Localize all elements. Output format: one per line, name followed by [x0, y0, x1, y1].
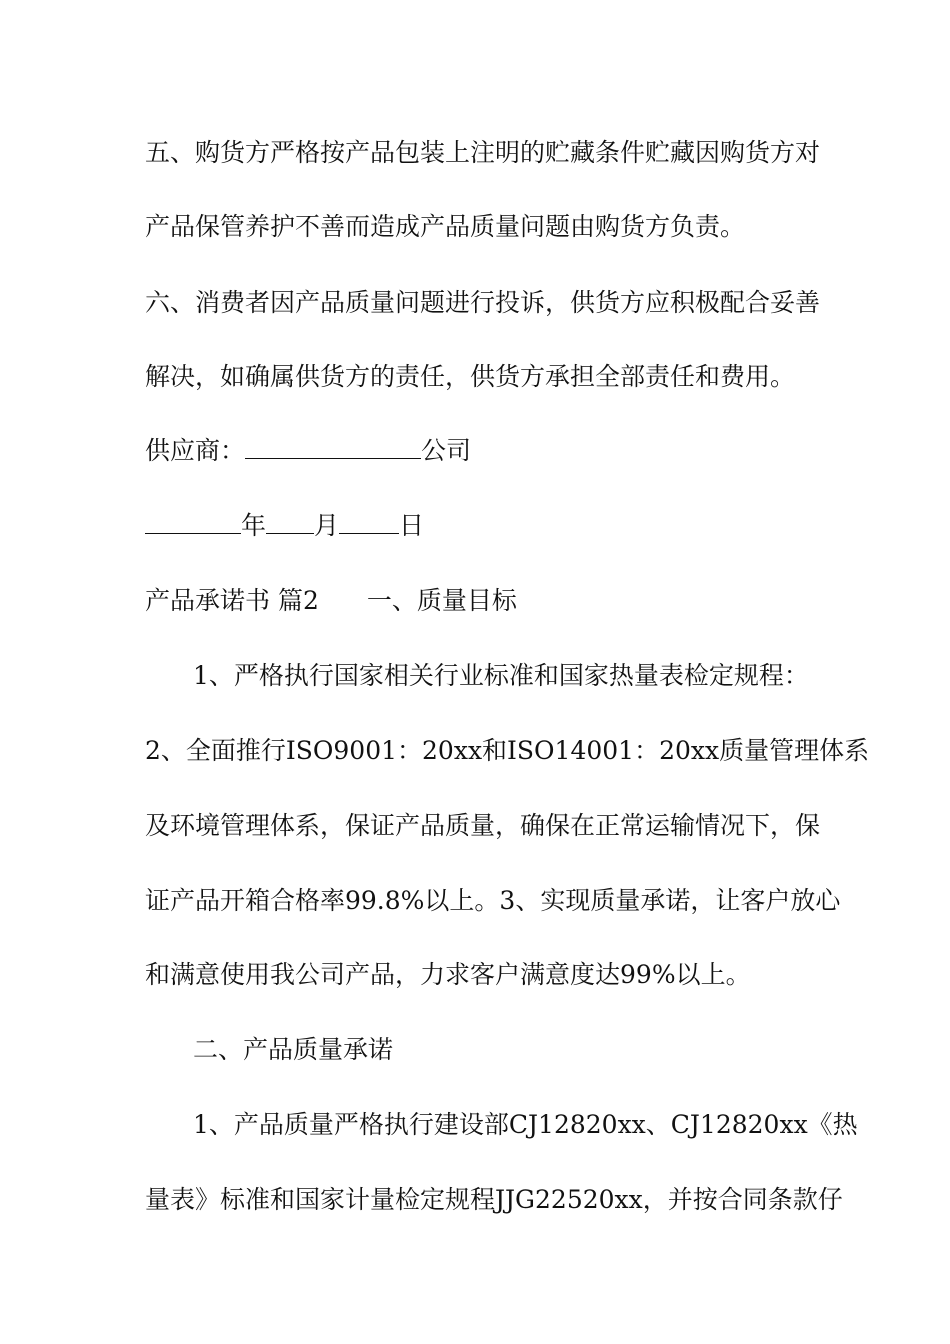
paragraph-line: 证产品开箱合格率99.8%以上。3、实现质量承诺，让客户放心	[145, 886, 841, 915]
date-line	[145, 511, 424, 541]
month-label: 月	[314, 511, 340, 540]
section-subtitle: 一、质量目标	[366, 586, 517, 615]
paragraph-line: 五、购货方严格按产品包装上注明的贮藏条件贮藏因购货方对	[145, 138, 821, 167]
paragraph-line: 和满意使用我公司产品，力求客户满意度达99%以上。	[145, 960, 751, 989]
section-title: 产品承诺书 篇2	[145, 586, 319, 615]
paragraph-line: 六、消费者因产品质量问题进行投诉，供货方应积极配合妥善	[145, 288, 821, 317]
paragraph-line: 1、产品质量严格执行建设部CJ12820xx、CJ12820xx《热	[193, 1110, 858, 1139]
day-blank	[339, 511, 399, 534]
paragraph-line: 及环境管理体系，保证产品质量，确保在正常运输情况下，保	[145, 811, 821, 840]
month-blank	[266, 511, 314, 534]
paragraph-line: 1、严格执行国家相关行业标准和国家热量表检定规程：	[193, 661, 809, 690]
supplier-suffix: 公司	[421, 436, 472, 465]
subheading-line: 二、产品质量承诺	[193, 1035, 394, 1064]
supplier-blank	[245, 436, 421, 459]
supplier-line	[145, 436, 471, 466]
paragraph-line: 解决，如确属供货方的责任，供货方承担全部责任和费用。	[145, 362, 796, 391]
paragraph-line: 2、全面推行ISO9001：20xx和ISO14001：20xx质量管理体系	[145, 736, 870, 765]
paragraph-line: 产品保管养护不善而造成产品质量问题由购货方负责。	[145, 212, 746, 241]
section-heading	[145, 586, 517, 616]
day-label: 日	[399, 511, 425, 540]
paragraph-line: 量表》标准和国家计量检定规程JJG22520xx，并按合同条款仔	[145, 1185, 843, 1214]
supplier-label: 供应商：	[145, 436, 246, 465]
year-label: 年	[241, 511, 267, 540]
year-blank	[145, 511, 241, 534]
